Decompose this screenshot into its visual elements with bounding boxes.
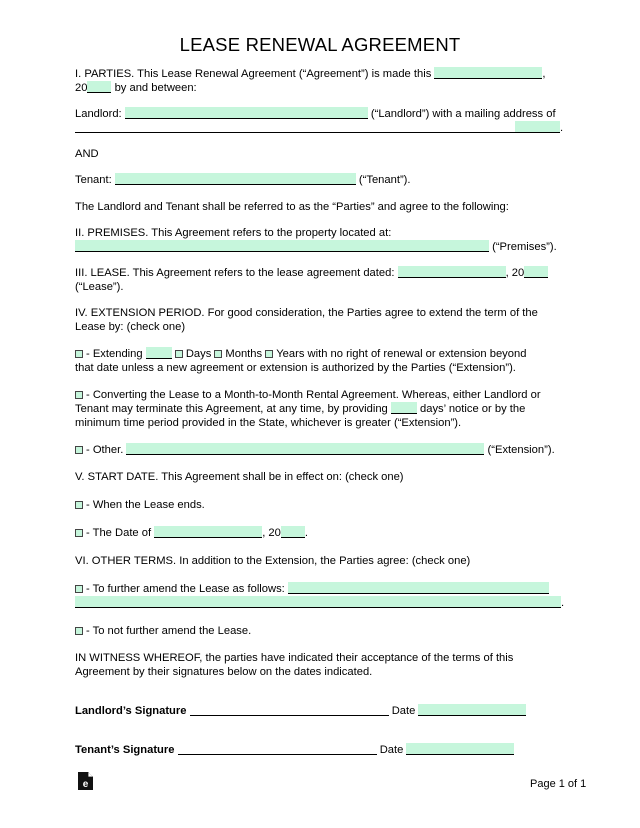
extending-option: - Extending Days Months Years with no right of renewal or extension beyond	[75, 347, 526, 361]
page-number: Page 1 of 1	[530, 778, 587, 790]
other-extension-option: - Other. (“Extension”).	[75, 443, 555, 457]
landlord-address-line: .	[75, 121, 563, 135]
not-amend-checkbox[interactable]	[75, 627, 83, 635]
lease-date-field[interactable]	[398, 266, 506, 278]
landlord-address-underline	[75, 121, 515, 133]
further-amend-option: - To further amend the Lease as follows:	[75, 582, 549, 596]
landlord-name-field[interactable]	[125, 107, 368, 119]
extension-line-1: IV. EXTENSION PERIOD. For good consideration, the Parties agree to extend the term of the	[75, 307, 538, 319]
notice-days-field[interactable]	[391, 402, 417, 414]
further-amend-line-2: .	[75, 596, 564, 610]
landlord-signature-field[interactable]	[190, 704, 389, 716]
extending-checkbox[interactable]	[75, 350, 83, 358]
premises-line-1: II. PREMISES. This Agreement refers to the property located at:	[75, 227, 392, 239]
years-checkbox[interactable]	[265, 350, 273, 358]
witness-line-2: Agreement by their signatures below on the dates indicated.	[75, 666, 373, 678]
tenant-name-field[interactable]	[115, 173, 356, 185]
premises-line-2: (“Premises”).	[75, 240, 557, 254]
further-amend-checkbox[interactable]	[75, 585, 83, 593]
lease-line-2: (“Lease”).	[75, 281, 124, 293]
landlord-address-field[interactable]	[515, 121, 560, 133]
parties-line-1: I. PARTIES. This Lease Renewal Agreement (“Agreement”) is made this ,	[75, 68, 546, 80]
start-when-lease-ends-option: - When the Lease ends.	[75, 498, 205, 512]
converting-checkbox[interactable]	[75, 391, 83, 399]
lease-year-field[interactable]	[524, 266, 548, 278]
eforms-logo-icon	[77, 771, 94, 791]
premises-address-field[interactable]	[75, 240, 489, 252]
converting-option-line-3: minimum time period provided in the State, whichever is greater (“Extension”).	[75, 417, 462, 429]
svg-text:e: e	[82, 779, 89, 790]
witness-line-1: IN WITNESS WHEREOF, the parties have indicated their acceptance of the terms of this	[75, 652, 514, 664]
months-checkbox[interactable]	[214, 350, 222, 358]
tenant-date-field[interactable]	[406, 743, 514, 755]
parties-line-2: 20 by and between:	[75, 82, 197, 94]
start-year-field[interactable]	[281, 526, 305, 538]
agreement-year-field[interactable]	[87, 81, 111, 93]
converting-option-line-2: Tenant may terminate this Agreement, at any time, by providing days’ notice or by the	[75, 403, 526, 415]
landlord-date-field[interactable]	[418, 704, 526, 716]
extension-line-2: Lease by: (check one)	[75, 321, 186, 333]
days-checkbox[interactable]	[175, 350, 183, 358]
start-date-field[interactable]	[154, 526, 262, 538]
tenant-line: Tenant: (“Tenant”).	[75, 174, 411, 186]
tenant-signature-field[interactable]	[178, 743, 377, 755]
agreement-day-field[interactable]	[434, 67, 542, 79]
other-terms-line: VI. OTHER TERMS. In addition to the Extension, the Parties agree: (check one)	[75, 555, 471, 567]
start-date-line: V. START DATE. This Agreement shall be in effect on: (check one)	[75, 471, 404, 483]
extending-amount-field[interactable]	[146, 347, 172, 359]
converting-option: - Converting the Lease to a Month-to-Month Rental Agreement. Whereas, either Landlord or	[75, 388, 541, 402]
parties-referred-text: The Landlord and Tenant shall be referred to as the “Parties” and agree to the following:	[75, 201, 509, 213]
date-of-checkbox[interactable]	[75, 529, 83, 537]
document-title: LEASE RENEWAL AGREEMENT	[179, 34, 461, 55]
landlord-signature-line: Landlord’s Signature Date	[75, 704, 526, 718]
tenant-signature-line: Tenant’s Signature Date	[75, 743, 514, 757]
other-extension-checkbox[interactable]	[75, 446, 83, 454]
extending-option-line-2: that date unless a new agreement or extension is authorized by the Parties (“Extension”).	[75, 362, 516, 374]
when-lease-ends-checkbox[interactable]	[75, 501, 83, 509]
amend-terms-field-1[interactable]	[288, 582, 549, 594]
and-text: AND	[75, 148, 99, 160]
landlord-line: Landlord: (“Landlord”) with a mailing address of	[75, 108, 556, 120]
start-date-of-option: - The Date of , 20 .	[75, 526, 308, 540]
lease-line-1: III. LEASE. This Agreement refers to the lease agreement dated: , 20	[75, 266, 548, 280]
not-amend-option: - To not further amend the Lease.	[75, 624, 251, 638]
amend-terms-field-2[interactable]	[75, 596, 561, 608]
other-extension-field[interactable]	[126, 443, 484, 455]
